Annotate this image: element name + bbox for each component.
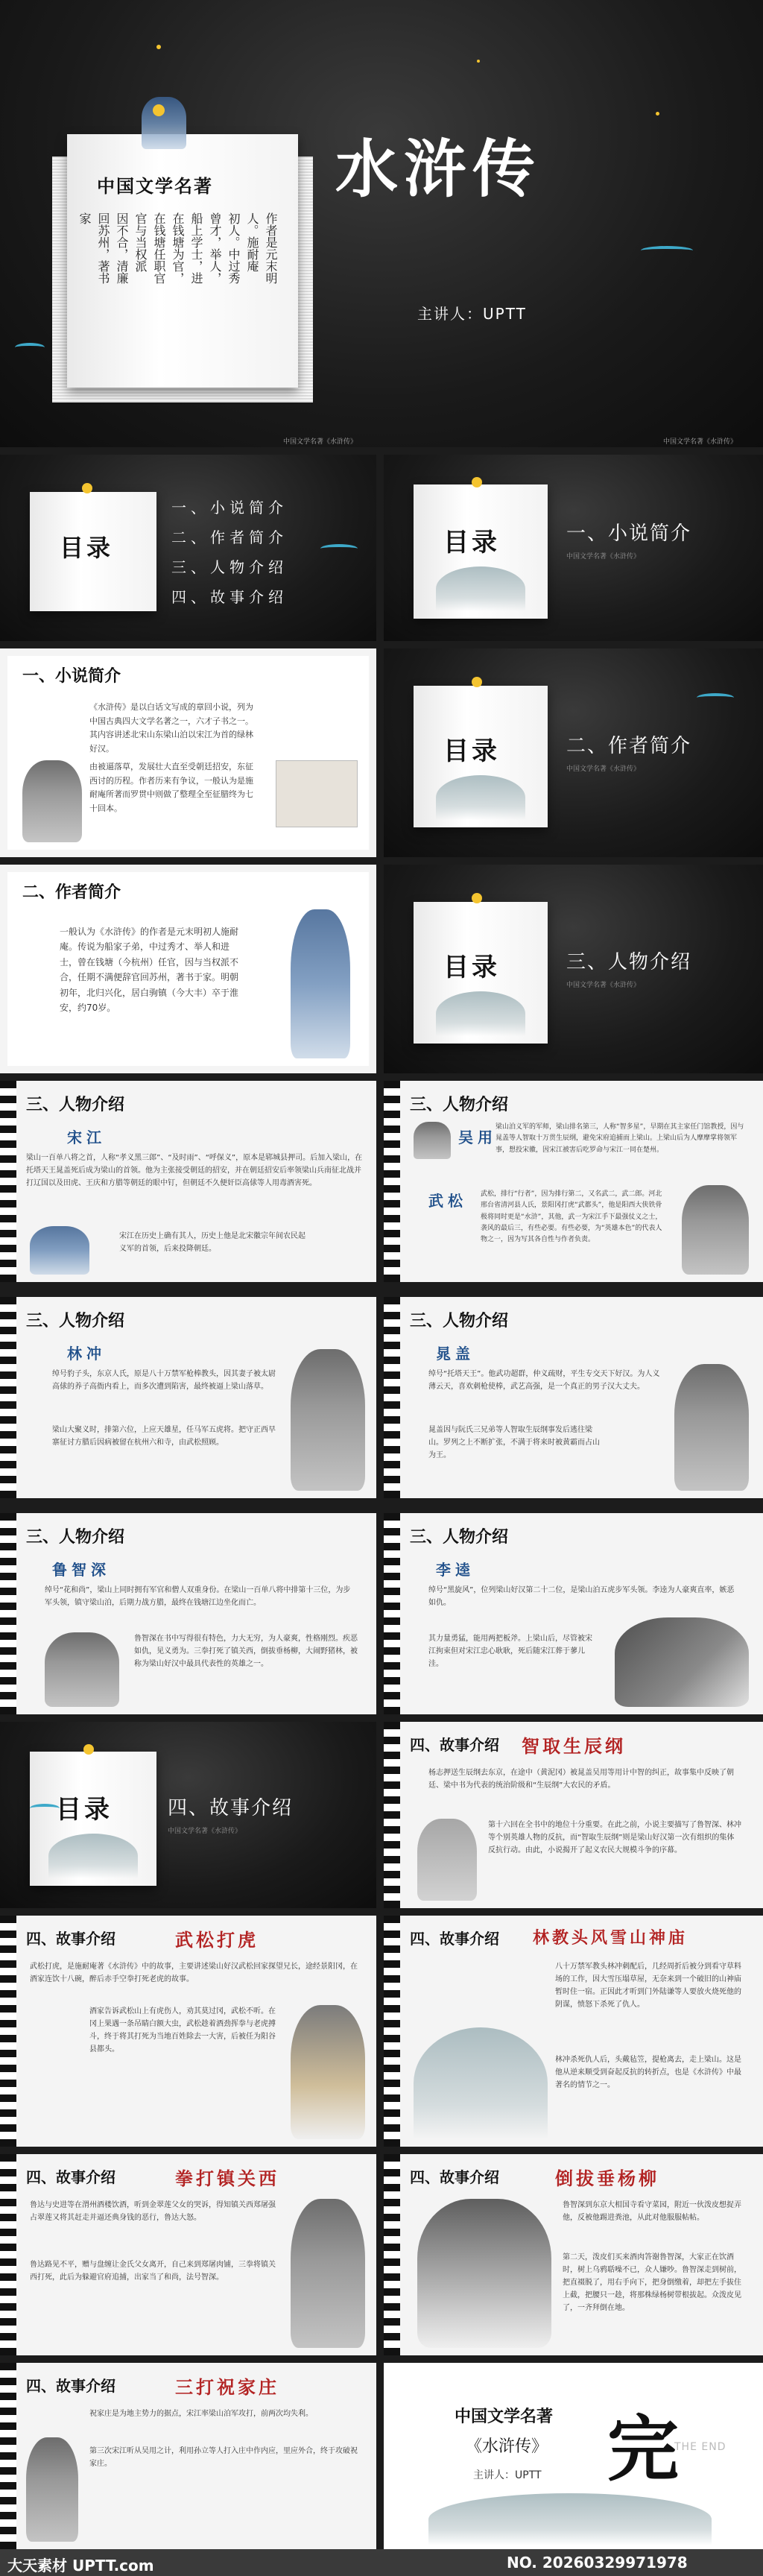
story-title: 武松打虎 bbox=[175, 1929, 259, 1951]
sec1-para-2: 由被逼落草，发展壮大直至受朝廷招安，东征西讨的历程。作者历来有争议，一般认为是施耐庵所著而罗贯中则做了整理全至征腊终为七十回本。 bbox=[89, 762, 253, 814]
ending-slide bbox=[384, 2363, 763, 2549]
film-strip bbox=[384, 1297, 400, 1498]
film-strip bbox=[0, 1297, 16, 1498]
cover-title: 水浒传 bbox=[335, 132, 542, 206]
toc-slide bbox=[0, 455, 376, 641]
character-para-1: 梁山泊义军的军师，梁山排名第三，人称“智多星”，早期在其主家任门馆教授，因与晁盖等人智取十万贯生辰纲，避免宋府追捕而上梁山。上梁山后为人摩摩掌将领军事，想投宋徽，因宋江被害后吃罗命与宋江一同在楚州。 bbox=[496, 1123, 744, 1154]
bird-icon bbox=[320, 544, 358, 553]
film-strip bbox=[384, 1081, 400, 1282]
story-figure bbox=[291, 2005, 365, 2139]
divider-note: 中国文学名著《水浒传》 bbox=[566, 553, 641, 561]
sec2-para-1: 一般认为《水浒传》的作者是元末明初人施耐庵。传说为船家子弟，中过秀才、举人和进士，曾在钱塘（今杭州）任官，因与当权派不合，任期不满便辞官回苏州，著书于家。明朝初年，北归兴化，居白驹镇（今大丰）卒于淮安，约70岁。 bbox=[60, 926, 239, 1013]
toc-item-2[interactable]: 二、作者简介 bbox=[171, 528, 288, 546]
story-heading: 四、故事介绍 bbox=[26, 1930, 115, 1948]
desc-col: 在钱塘任职官 bbox=[152, 212, 166, 284]
cover-footer-left: 中国文学名著《水浒传》 bbox=[283, 438, 358, 446]
divider-label: 目录 bbox=[443, 953, 500, 982]
film-strip bbox=[384, 1513, 400, 1714]
bird-icon bbox=[641, 246, 693, 255]
story-para-2: 酒家告诉武松山上有虎伤人，劝其莫过冈，武松不听。在冈上果遇一条吊睛白额大虫，武松趁着酒劲挥拳与老虎搏斗，终于将其打死为当地百姓除去一大害，后被任为阳谷县都头。 bbox=[89, 2007, 276, 2053]
book-dot bbox=[472, 893, 482, 903]
watermark-right: NO. 20260329971978 bbox=[507, 2554, 688, 2572]
story-slide-e bbox=[384, 2154, 763, 2355]
divider-heading: 二、作者简介 bbox=[566, 735, 692, 757]
cover-slide bbox=[0, 0, 763, 447]
chars-heading: 三、人物介绍 bbox=[26, 1528, 125, 1547]
character-para-2: 宋江在历史上确有其人，历史上他是北宋徽宗年间农民起义军的首领，后来投降朝廷。 bbox=[119, 1232, 305, 1253]
sec1-para-1: 《水浒传》是以白话文写成的章回小说，列为中国古典四大文学名著之一，六才子书之一。其内容讲述北宋山东梁山泊以宋江为首的绿林好汉。 bbox=[89, 702, 253, 754]
sec4-divider-slide bbox=[0, 1722, 376, 1908]
ending-book: 《水浒传》 bbox=[466, 2437, 548, 2456]
book-dot bbox=[472, 477, 482, 487]
character-name: 李逵 bbox=[436, 1561, 475, 1579]
chars-slide-e bbox=[0, 1513, 376, 1714]
character-para-2: 晁盖因与阮氏三兄弟等人智取生辰纲事发后逃往梁山。罗列之上不断扩张，不满于将来时被黄霸而占山为王。 bbox=[428, 1426, 600, 1459]
character-figure bbox=[291, 1349, 365, 1491]
character-para-2: 梁山大聚义时，排第六位，上应天雄星，任马军五虎将。把守正西早寨征讨方腊后因病被留在杭州六和寺，由武松照顾。 bbox=[52, 1426, 276, 1447]
book-dot bbox=[472, 677, 482, 687]
divider-heading: 三、人物介绍 bbox=[566, 951, 692, 973]
desc-col: 人。施耐庵 bbox=[245, 212, 259, 272]
book-dot bbox=[153, 104, 165, 116]
ending-en: THE END bbox=[674, 2441, 726, 2453]
toc-item-1[interactable]: 一、小说简介 bbox=[171, 499, 288, 517]
story-heading: 四、故事介绍 bbox=[410, 2168, 499, 2186]
story-para-2: 第二天，泼皮们买来酒肉答谢鲁智深，大家正在饮酒时，树上乌鸦聒噪不已，众人嫌吵。鲁智深走到树前，把直裰脱了，用右手向下，把身倒缴着，却把左手拔住上截，把腰只一趁，将那株绿杨树带根拔起。众泼皮见了，一齐拜倒在地。 bbox=[563, 2253, 741, 2312]
desc-col: 回苏州，著书 bbox=[96, 212, 110, 284]
cover-speaker: 主讲人：UPTT bbox=[417, 305, 527, 323]
film-strip bbox=[0, 2363, 16, 2549]
story-figure bbox=[291, 2199, 365, 2348]
story-title: 智取生辰纲 bbox=[522, 1735, 626, 1757]
star-dot bbox=[156, 45, 161, 49]
chars-heading: 三、人物介绍 bbox=[26, 1096, 125, 1114]
film-strip bbox=[384, 1916, 400, 2147]
film-strip bbox=[0, 1513, 16, 1714]
star-dot bbox=[477, 60, 480, 63]
divider-label: 目录 bbox=[443, 528, 500, 558]
divider-label: 目录 bbox=[56, 1795, 113, 1825]
watermark-bar bbox=[0, 2549, 763, 2576]
story-para-1: 八十万禁军教头林冲刺配后，几经周折后被分到看守草料场的工作，因大雪压塌草屋，无奈来到一个破旧的山神庙暂时住一宿。正因此才听到门外陆谦等人要放火烧死他的阴谋，愤怒下杀死了仇人。 bbox=[555, 1963, 741, 2009]
divider-label: 目录 bbox=[443, 736, 500, 766]
story-para-2: 林冲杀死仇人后，头戴毡笠，提枪离去，走上梁山。这是他从逆来顺受到奋起反抗的转折点，也是《水浒传》中最著名的情节之一。 bbox=[555, 2056, 741, 2089]
chars-heading: 三、人物介绍 bbox=[410, 1312, 509, 1330]
chars-heading: 三、人物介绍 bbox=[26, 1312, 125, 1330]
story-para-1: 祝家庄是为地主势力的据点，宋江率梁山泊军攻打，前两次均失利。 bbox=[89, 2410, 313, 2418]
cover-desc bbox=[77, 212, 279, 354]
chars-slide-c bbox=[0, 1297, 376, 1498]
story-slide-b bbox=[0, 1916, 376, 2147]
sec2-heading: 二、作者简介 bbox=[22, 883, 121, 902]
story-slide-c bbox=[384, 1916, 763, 2147]
story-figure bbox=[417, 1819, 477, 1901]
story-slide-d bbox=[0, 2154, 376, 2355]
desc-col: 官与当权派 bbox=[133, 212, 148, 272]
divider-heading: 一、小说简介 bbox=[566, 523, 692, 545]
film-strip bbox=[384, 1722, 400, 1908]
sec2-slide bbox=[0, 865, 376, 1073]
ink-mountain bbox=[436, 775, 525, 820]
ink-mountain bbox=[48, 1834, 138, 1878]
character-name: 晁盖 bbox=[436, 1345, 475, 1363]
desc-col: 在钱塘为官， bbox=[171, 212, 185, 284]
story-para-2: 鲁达路见不平，赠与盘缠让金氏父女离开，自己来到郑屠肉铺，三拳将镇关西打死，此后为躲避官府追捕，出家当了和尚，法号智深。 bbox=[30, 2261, 276, 2282]
ending-speaker: 主讲人：UPTT bbox=[473, 2469, 542, 2481]
character-para-2: 其力量勇猛，能用两把板斧。上梁山后，尽管被宋江拘束但对宋江忠心耿耿，死后随宋江葬于蓼儿洼。 bbox=[428, 1635, 592, 1668]
story-heading: 四、故事介绍 bbox=[410, 1930, 499, 1948]
character-para-2: 鲁智深在书中写得很有特色，力大无穷，为人豪爽，性格刚烈。疾恶如仇，见义勇为。三拳打死了镇关西，倒拔垂杨柳，大闹野猪林，被称为梁山好汉中最具代表性的英雄之一。 bbox=[134, 1635, 358, 1668]
bird-icon bbox=[697, 693, 734, 702]
chars-slide-f bbox=[384, 1513, 763, 1714]
story-title: 倒拔垂杨柳 bbox=[555, 2168, 659, 2189]
story-para-1: 武松打虎，是施耐庵著《水浒传》中的故事，主要讲述梁山好汉武松回家探望兄长，途经景阳冈，在酒家连饮十八碗，醉后赤手空拳打死老虎的故事。 bbox=[30, 1963, 358, 1983]
story-title: 三打祝家庄 bbox=[175, 2376, 279, 2398]
character-name: 宋江 bbox=[67, 1128, 106, 1146]
desc-col: 船上学士，进 bbox=[189, 212, 203, 284]
desc-col: 初人。中过秀 bbox=[227, 212, 241, 284]
story-heading: 四、故事介绍 bbox=[26, 2168, 115, 2186]
film-strip bbox=[0, 2154, 16, 2355]
book-dot bbox=[83, 1744, 94, 1755]
character-para-1: 绰号豹子头，东京人氏，原是八十万禁军枪棒教头，因其妻子被太尉高俅的养子高衙内看上，而多次遭到陷害，最终被逼上梁山落草。 bbox=[52, 1370, 276, 1391]
story-para-2: 第十六回在全书中的地位十分重要。在此之前，小说主要描写了鲁智深、林冲等个别英雄人物的反抗，而“智取生辰纲”则是梁山好汉第一次有组织的集体反抗行动。由此，小说揭开了起义农民大规模斗争的序幕。 bbox=[488, 1821, 741, 1854]
star-dot bbox=[656, 112, 659, 116]
desc-col: 家 bbox=[77, 212, 92, 224]
ending-subtitle: 中国文学名著 bbox=[455, 2408, 554, 2426]
author-figure bbox=[291, 909, 350, 1058]
snow-landscape bbox=[414, 2027, 548, 2139]
character-para-1: 梁山一百单八将之首，人称“孝义黑三郎”、“及时雨”、“呼保义”，原本是郓城县押司。后加入梁山，在托塔天王晁盖死后成为梁山的首领。他为主张接受朝廷的招安，并在朝廷招安后率领梁山兵南征北战并打辽国以及田虎、王庆和方腊等朝廷的眼中钉，但朝廷不久便奸臣高俅等人用毒酒害死。 bbox=[26, 1154, 363, 1187]
film-strip bbox=[384, 2154, 400, 2355]
story-para-1: 鲁达与史进等在渭州酒楼饮酒，听到金翠莲父女的哭诉，得知镇关西郑屠强占翠莲又将其赶走并逼还典身钱的恶行，鲁达大怒。 bbox=[30, 2201, 276, 2222]
sec1-heading: 一、小说简介 bbox=[22, 667, 121, 686]
story-heading: 四、故事介绍 bbox=[26, 2377, 115, 2395]
character-para-1: 绰号“花和尚”，梁山上同时拥有军官和僧人双重身份。在梁山一百单八将中排第十三位，为步军头领，镇守梁山泊，后期力战方腊，最终在钱塘江边坐化而亡。 bbox=[45, 1586, 351, 1607]
ink-landscape bbox=[428, 2493, 712, 2545]
divider-note: 中国文学名著《水浒传》 bbox=[566, 982, 641, 989]
sec3-divider-slide bbox=[384, 865, 763, 1073]
story-para-1: 杨志押送生辰纲去东京，在途中（黄泥冈）被晁盖吴用等用计中智的纠正，故事集中反映了朝廷、梁中书为代表的统治阶级和“生辰纲”大农民的矛盾。 bbox=[428, 1769, 734, 1790]
character-para-1: 绰号“托塔天王”。他武功超群，仲义疏财，平生专交天下好汉。为人义薄云天，喜欢刺枪使棒，武艺高强，是一个真正的男子汉大丈夫。 bbox=[428, 1370, 660, 1391]
toc-item-4[interactable]: 四、故事介绍 bbox=[171, 588, 288, 606]
books-illustration bbox=[276, 760, 358, 827]
character-name: 鲁智深 bbox=[52, 1561, 110, 1579]
chars-slide-b bbox=[384, 1081, 763, 1282]
cover-footer-right: 中国文学名著《水浒传》 bbox=[663, 438, 738, 446]
story-title: 拳打镇关西 bbox=[175, 2168, 279, 2189]
film-strip bbox=[0, 1081, 16, 1282]
sec2-divider-slide bbox=[384, 648, 763, 857]
film-strip bbox=[0, 1916, 16, 2147]
sec1-divider-slide bbox=[384, 455, 763, 641]
sec1-slide bbox=[0, 648, 376, 857]
chars-heading: 三、人物介绍 bbox=[410, 1528, 509, 1547]
ink-mountain bbox=[436, 566, 525, 611]
divider-note: 中国文学名著《水浒传》 bbox=[566, 765, 641, 773]
bird-icon bbox=[15, 343, 45, 352]
reader-figure bbox=[142, 97, 186, 149]
toc-item-3[interactable]: 三、人物介绍 bbox=[171, 558, 288, 576]
story-slide-f bbox=[0, 2363, 376, 2549]
watermark-left: 大天素材 UPTT.com bbox=[7, 2557, 154, 2575]
ink-mountain bbox=[436, 991, 525, 1036]
desc-col: 因不合，清廉 bbox=[115, 212, 129, 284]
character-figure bbox=[674, 1364, 749, 1491]
cover-subtitle: 中国文学名著 bbox=[97, 176, 213, 197]
character-figure bbox=[615, 1617, 749, 1707]
character-name-2: 武松 bbox=[428, 1192, 467, 1210]
story-figure bbox=[417, 2199, 551, 2348]
divider-note: 中国文学名著《水浒传》 bbox=[168, 1828, 242, 1835]
book-dot bbox=[82, 483, 92, 493]
character-figure bbox=[682, 1185, 749, 1275]
story-slide-a bbox=[384, 1722, 763, 1908]
character-para-1: 绰号“黑旋风”，位列梁山好汉第二十二位，是梁山泊五虎步军头领。李逵为人豪爽直率，嫉恶如仇。 bbox=[428, 1586, 735, 1607]
divider-heading: 四、故事介绍 bbox=[168, 1797, 294, 1819]
desc-col: 作者是元末明 bbox=[264, 212, 278, 284]
chars-heading: 三、人物介绍 bbox=[410, 1096, 509, 1114]
character-figure bbox=[30, 1226, 89, 1275]
story-figure bbox=[26, 2437, 78, 2542]
character-para-2: 武松，排行“行者”，因为排行第二，又名武二，武二郎。河北邢台省清河县人氏，景阳冈打虎“武都头”，他是阳西大侠铁骨极将同时更是“水浒”，其他，武一为宋江手下最强仗义之士，袭风的最后三，有些必要。有些必要，为“英雄本色”的代表人物之一，因为写其各自性与作者负责。 bbox=[481, 1190, 662, 1244]
chars-slide-a bbox=[0, 1081, 376, 1282]
chars-slide-d bbox=[384, 1297, 763, 1498]
bird-icon bbox=[30, 1804, 60, 1813]
story-para-2: 第三次宋江听从吴用之计，利用孙立等人打入庄中作内应，里应外合，终于攻破祝家庄。 bbox=[89, 2447, 358, 2468]
character-name: 林冲 bbox=[67, 1345, 106, 1363]
character-name-1: 吴用 bbox=[458, 1128, 497, 1146]
story-heading: 四、故事介绍 bbox=[410, 1736, 499, 1754]
ending-big-char: 完 bbox=[607, 2407, 679, 2491]
story-para-1: 鲁智深到东京大相国寺看守菜园，附近一伙泼皮想捉弄他，反被他踢进粪池，从此对他服服帖帖。 bbox=[563, 2201, 741, 2222]
toc-label: 目录 bbox=[60, 534, 114, 562]
desc-col: 曾才，举人， bbox=[208, 212, 222, 284]
character-figure bbox=[414, 1122, 451, 1159]
scholar-figure bbox=[22, 760, 82, 842]
character-figure bbox=[45, 1632, 119, 1707]
story-title: 林教头风雪山神庙 bbox=[533, 1928, 688, 1948]
